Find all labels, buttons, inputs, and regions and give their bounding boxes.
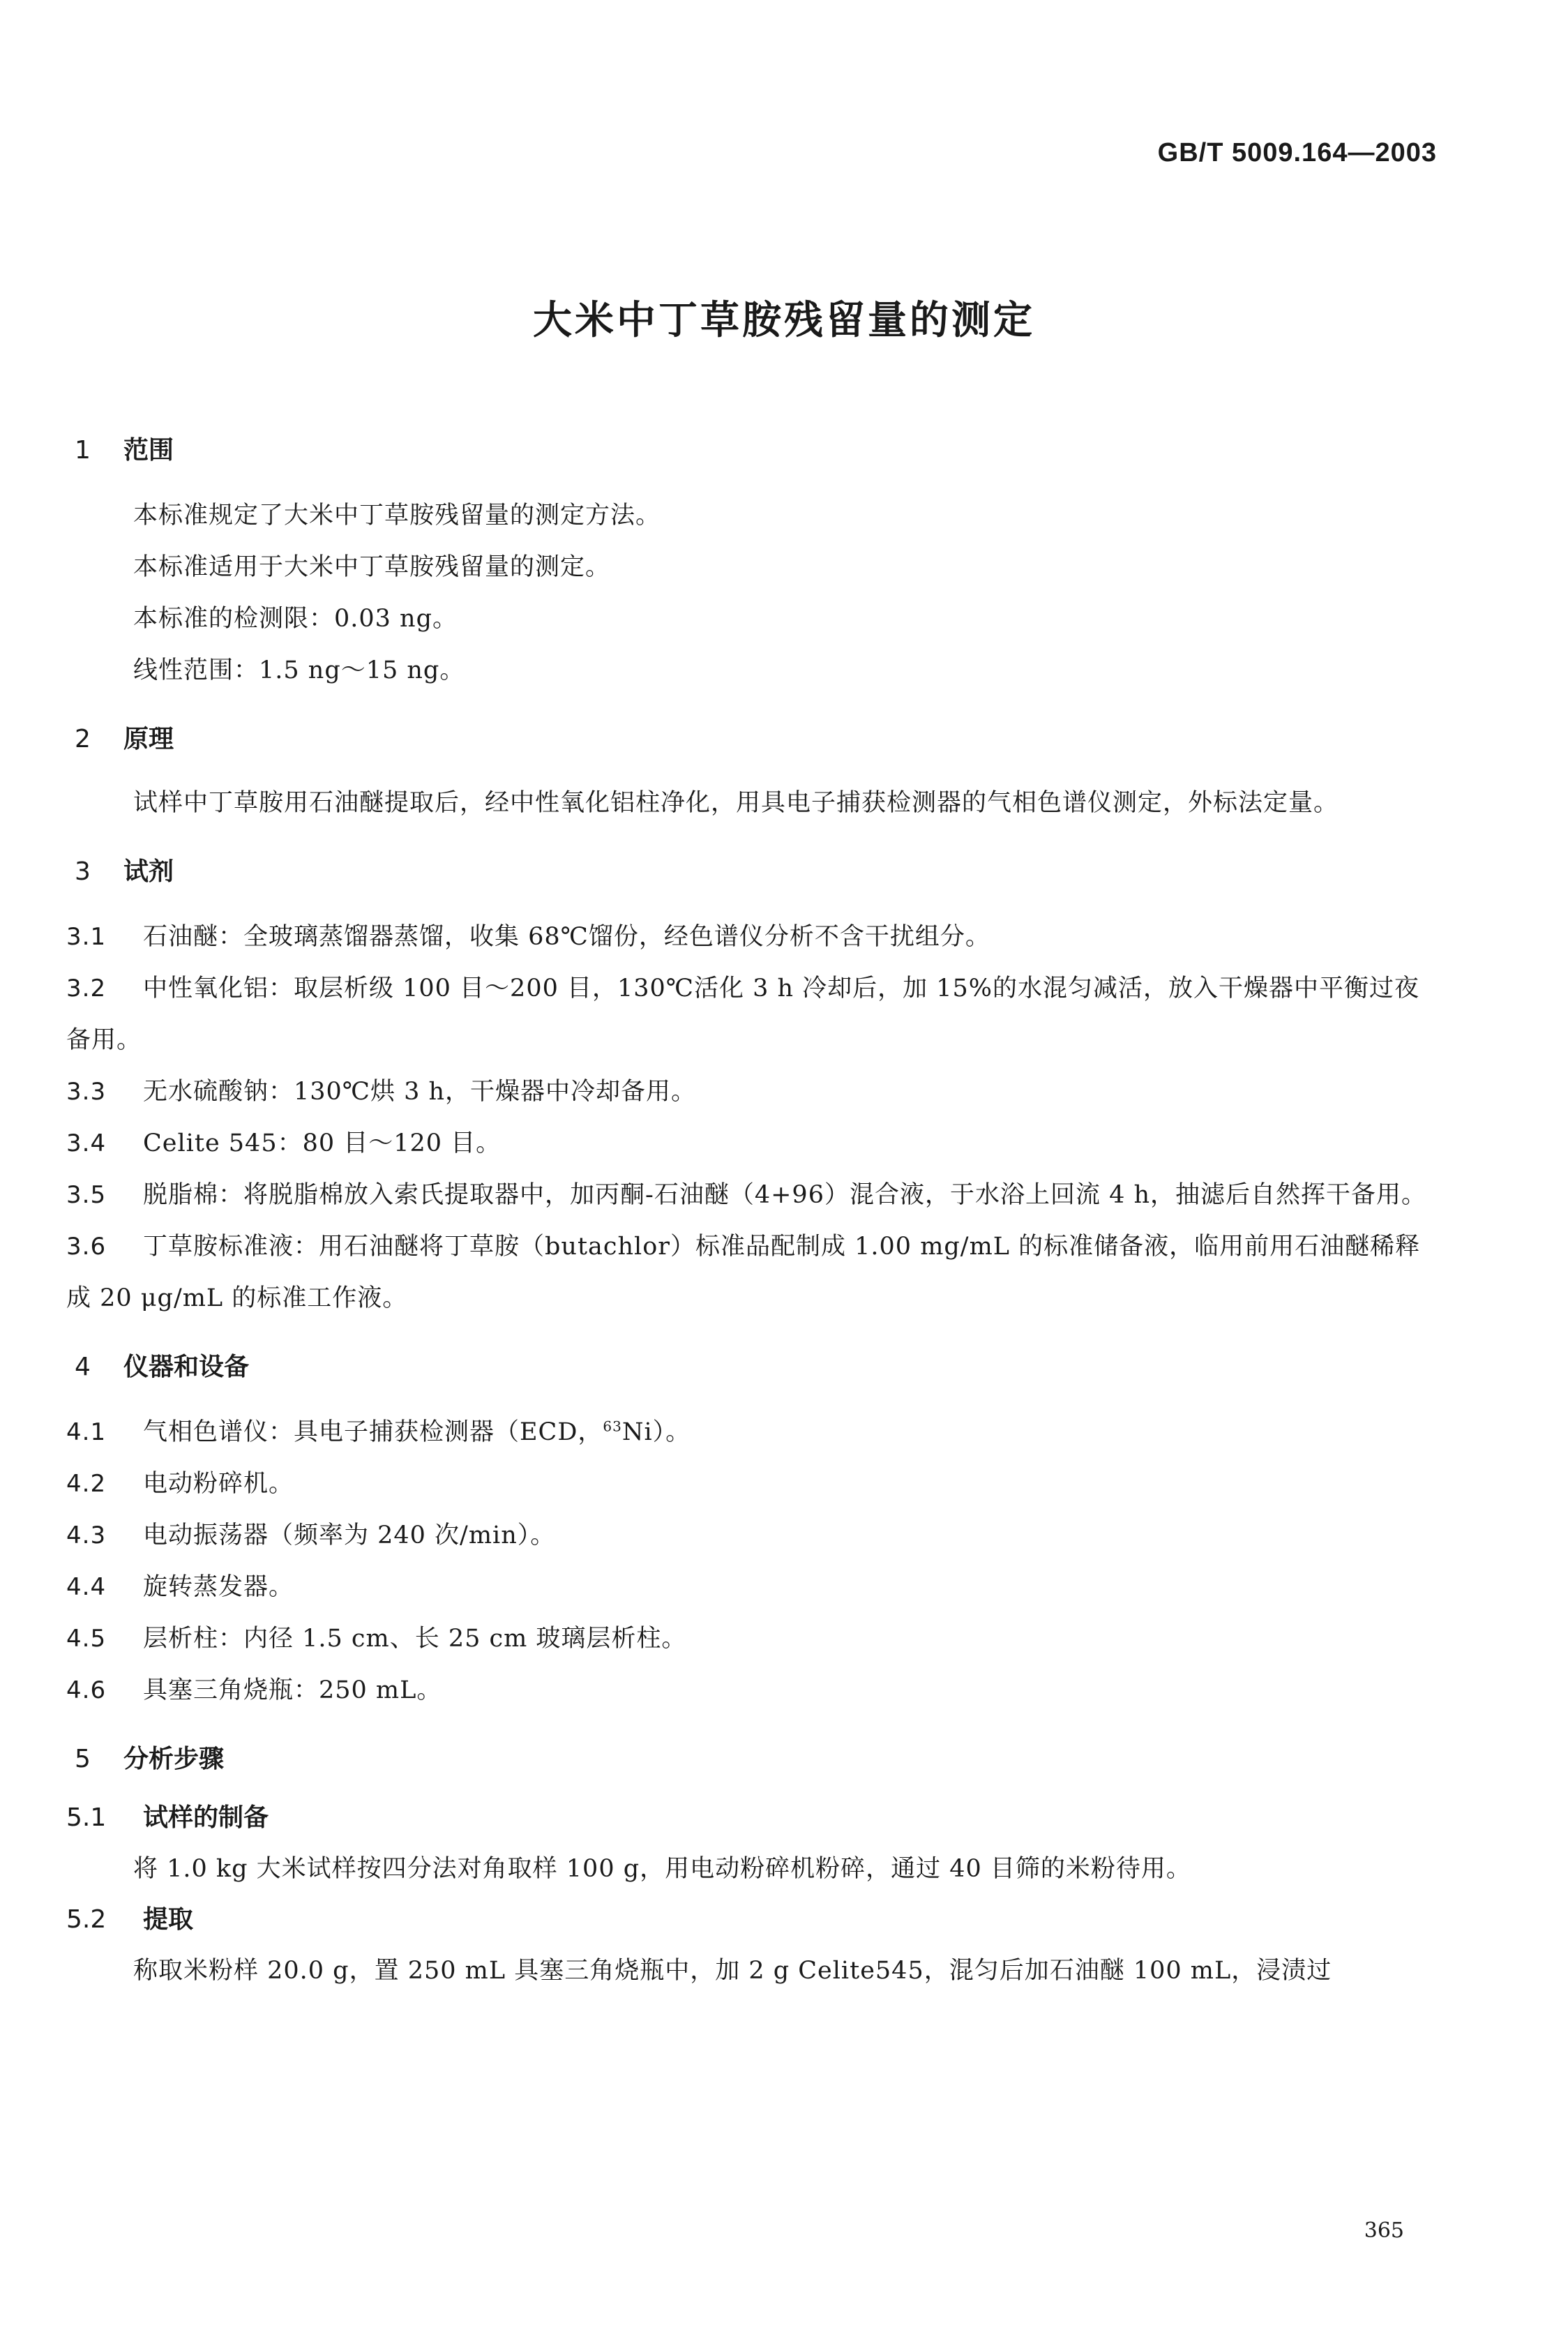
reagent-item — [66, 1066, 1440, 1118]
item-number: 4.4 — [66, 1573, 107, 1601]
section-heading-apparatus — [66, 1342, 1440, 1392]
item-number: 4.5 — [66, 1625, 107, 1653]
section-number: 3 — [75, 857, 91, 886]
item-text: 旋转蒸发器。 — [143, 1573, 294, 1601]
section-number: 1 — [75, 436, 91, 465]
item-text: 中性氧化铝：取层析级 100 目～200 目，130℃活化 3 h 冷却后，加 15%的水混匀减活，放入干燥器中平衡过夜备用。 — [66, 975, 1420, 1054]
item-number: 3.1 — [66, 923, 107, 951]
sample-prep-paragraph: 将 1.0 kg 大米试样按四分法对角取样 100 g，用电动粉碎机粉碎，通过 40 目筛的米粉待用。 — [133, 1855, 1191, 1883]
scope-line: 本标准规定了大米中丁草胺残留量的测定方法。 — [133, 502, 661, 529]
document-title: 大米中丁草胺残留量的测定 — [533, 298, 1035, 343]
section-title: 试剂 — [123, 857, 174, 886]
subsection-number: 5.2 — [66, 1905, 107, 1934]
subsection-title: 提取 — [143, 1905, 194, 1934]
subsection-title: 试样的制备 — [143, 1803, 269, 1832]
item-text: 电动振荡器（频率为 240 次/min）。 — [143, 1522, 556, 1549]
item-text: 脱脂棉：将脱脂棉放入索氏提取器中，加丙酮-石油醚（4+96）混合液，于水浴上回流 4 h，抽滤后自然挥干备用。 — [143, 1181, 1427, 1209]
item-text: 石油醚：全玻璃蒸馏器蒸馏，收集 68℃馏份，经色谱仪分析不含干扰组分。 — [143, 923, 990, 951]
item-number: 3.3 — [66, 1078, 107, 1106]
reagent-item — [66, 1221, 1440, 1324]
item-text: Celite 545：80 目～120 目。 — [143, 1129, 502, 1157]
section-title: 范围 — [123, 436, 174, 465]
section-heading-scope — [66, 426, 1440, 476]
item-text-prefix: 气相色谱仪：具电子捕获检测器（ECD， — [143, 1418, 603, 1446]
section-heading-principle — [66, 714, 1440, 765]
scope-line: 本标准的检测限：0.03 ng。 — [133, 605, 458, 633]
subsection-number: 5.1 — [66, 1803, 107, 1832]
section-heading-reagents — [66, 847, 1440, 897]
item-number: 3.2 — [66, 975, 107, 1002]
section-number: 4 — [75, 1353, 91, 1381]
item-number: 4.3 — [66, 1522, 107, 1549]
item-number: 3.4 — [66, 1129, 107, 1157]
reagent-item — [66, 1118, 1440, 1169]
page-number: 365 — [1364, 2218, 1404, 2243]
item-number: 4.1 — [66, 1418, 107, 1446]
item-text-suffix: Ni）。 — [621, 1418, 691, 1446]
apparatus-item — [66, 1406, 1440, 1458]
principle-paragraph: 试样中丁草胺用石油醚提取后，经中性氧化铝柱净化，用具电子捕获检测器的气相色谱仪测定，外标法定量。 — [133, 789, 1339, 817]
reagent-item — [66, 911, 1440, 963]
reagent-item — [66, 963, 1440, 1066]
isotope-superscript: 63 — [603, 1418, 622, 1435]
apparatus-item — [66, 1510, 1440, 1561]
scope-line: 线性范围：1.5 ng～15 ng。 — [133, 656, 465, 684]
section-number: 2 — [75, 725, 91, 753]
section-number: 5 — [75, 1745, 91, 1773]
item-number: 3.6 — [66, 1233, 107, 1261]
scope-line: 本标准适用于大米中丁草胺残留量的测定。 — [133, 553, 611, 581]
item-number: 4.2 — [66, 1470, 107, 1498]
item-number: 4.6 — [66, 1676, 107, 1704]
apparatus-item — [66, 1665, 1440, 1716]
item-text: 丁草胺标准液：用石油醚将丁草胺（butachlor）标准品配制成 1.00 mg/mL 的标准储备液，临用前用石油醚稀释成 20 μg/mL 的标准工作液。 — [66, 1233, 1421, 1312]
item-text: 无水硫酸钠：130℃烘 3 h，干燥器中冷却备用。 — [143, 1078, 697, 1106]
apparatus-item — [66, 1458, 1440, 1510]
apparatus-item — [66, 1561, 1440, 1613]
subsection-heading-extraction — [66, 1895, 1440, 1945]
extraction-paragraph: 称取米粉样 20.0 g，置 250 mL 具塞三角烧瓶中，加 2 g Celite545，混匀后加石油醚 100 mL，浸渍过 — [133, 1957, 1332, 1985]
item-number: 3.5 — [66, 1181, 107, 1209]
section-title: 仪器和设备 — [123, 1353, 250, 1381]
section-title: 分析步骤 — [123, 1745, 225, 1773]
subsection-heading-sample-prep — [66, 1793, 1440, 1843]
apparatus-item — [66, 1613, 1440, 1665]
document-body — [66, 426, 1440, 1997]
standard-code: GB/T 5009.164—2003 — [1157, 138, 1437, 167]
section-heading-procedure — [66, 1734, 1440, 1785]
reagent-item — [66, 1169, 1440, 1221]
item-text: 层析柱：内径 1.5 cm、长 25 cm 玻璃层析柱。 — [143, 1625, 687, 1653]
item-text: 电动粉碎机。 — [143, 1470, 294, 1498]
item-text: 具塞三角烧瓶：250 mL。 — [143, 1676, 442, 1704]
section-title: 原理 — [123, 725, 174, 753]
